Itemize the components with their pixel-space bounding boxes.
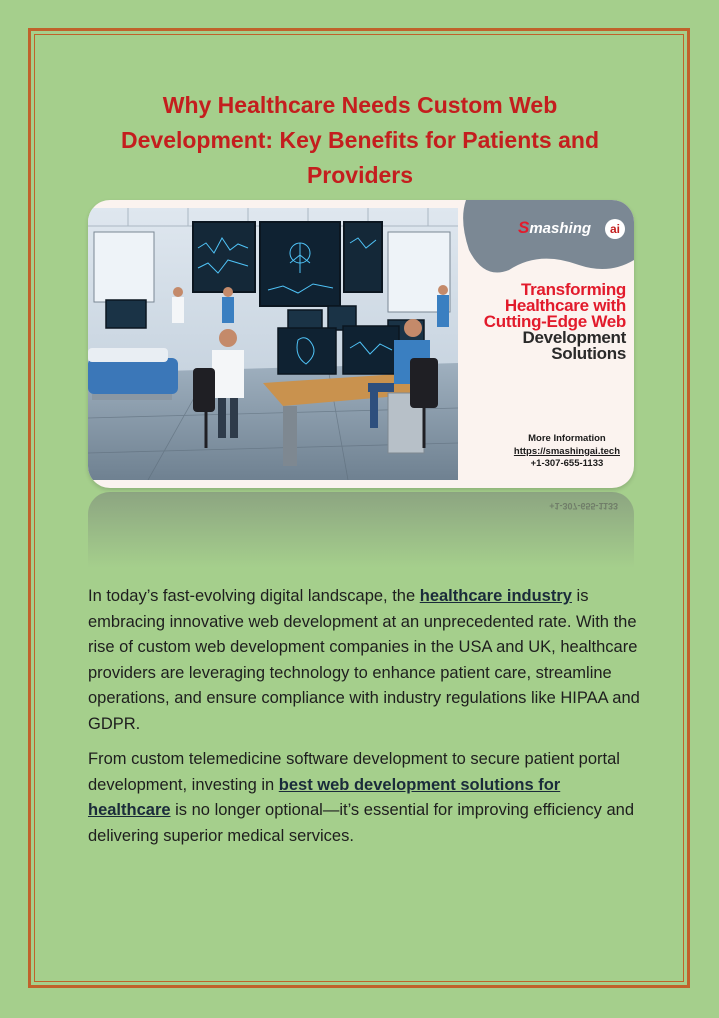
healthcare-industry-link[interactable]: healthcare industry [419, 587, 572, 605]
banner-tagline: Transforming Healthcare with Cutting-Edge Web Development Solutions [483, 280, 626, 363]
title-line-3: Providers [306, 162, 414, 188]
contact-phone: +1-307-655-1133 [530, 458, 604, 469]
banner-reflection [88, 492, 634, 568]
banner-contact [514, 433, 620, 471]
title-line-1: Why Healthcare Needs Custom Web [162, 92, 558, 118]
decorative-shape [454, 200, 634, 280]
paragraph-2: From custom telemedicine software development to secure patient portal development, investing in best web development solutions for healthcare is no longer optional—it’s essential for improving efficiency and delivering superior medical services. [88, 750, 635, 845]
contact-url: https://smashingai.tech [513, 445, 620, 457]
reflection-text: +1-307-655-1133 [549, 501, 618, 511]
healthcare-office-illustration [88, 208, 458, 480]
hero-banner-image [88, 200, 634, 488]
paragraph-1: In today’s fast-evolving digital landscape, the healthcare industry is embracing innovative web development at an unprecedented rate. With the rise of custom web development companies in the USA and UK, healthcare providers are leveraging technology to enhance patient care, streamline operations, and ensure compliance with industry regulations like HIPAA and GDPR. [88, 587, 640, 733]
article-body [88, 584, 640, 859]
brand-logo: Smashing [518, 218, 592, 237]
brand-logo-badge-icon: ai [605, 219, 625, 239]
contact-label: More Information [528, 433, 606, 444]
title-line-2: Development: Key Benefits for Patients and [121, 127, 599, 153]
web-development-solutions-link[interactable]: best web development solutions for healthcare [88, 775, 561, 819]
page-title [80, 88, 640, 193]
